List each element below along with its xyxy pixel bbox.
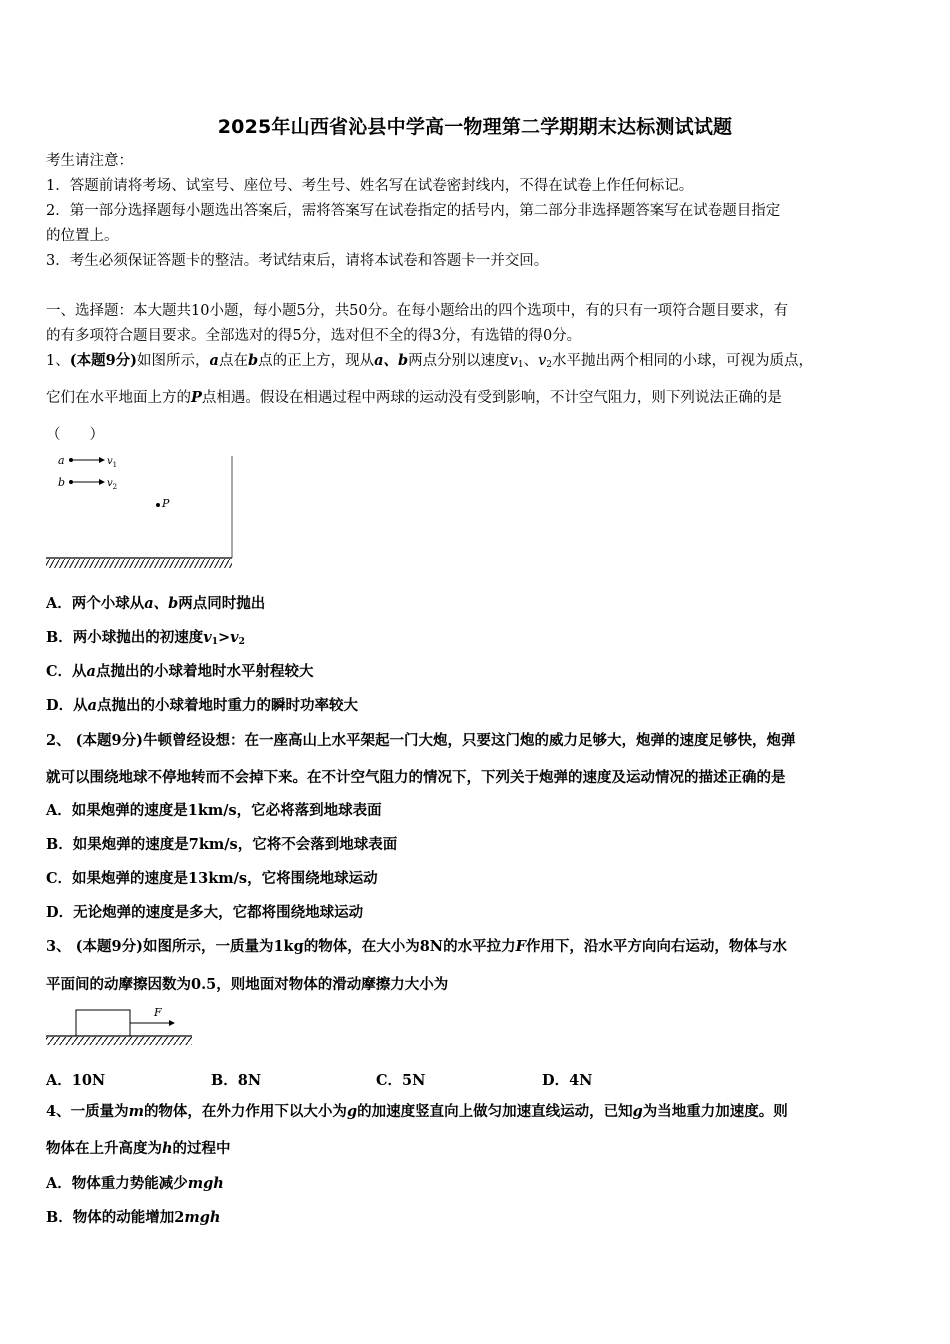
point-a-label: a <box>58 454 65 467</box>
page-title: 2025年山西省沁县中学高一物理第二学期期末达标测试试题 <box>217 116 733 138</box>
arrowhead <box>99 457 105 463</box>
q4-option-b: B．物体的动能增加2mgh <box>46 1209 221 1226</box>
q3-option-d: D．4N <box>542 1072 593 1089</box>
q3-option-b: B．8N <box>211 1072 262 1089</box>
q1-option-a: A．两个小球从a、b两点同时抛出 <box>46 595 266 612</box>
question-1-figure <box>44 452 236 574</box>
force-label: F <box>154 1006 162 1019</box>
q3-option-a: A．10N <box>46 1072 106 1089</box>
block <box>76 1010 130 1036</box>
point-b <box>69 480 73 484</box>
question-3-figure <box>44 1002 194 1048</box>
question-4-line-2: 物体在上升高度为h的过程中 <box>46 1140 231 1157</box>
ground-hatching <box>46 559 232 568</box>
question-1-bracket: （ ） <box>46 427 104 443</box>
notice-item: 3．考生必须保证答题卡的整洁。考试结束后，请将本试卷和答题卡一并交回。 <box>46 253 549 269</box>
point-a <box>69 458 73 462</box>
arrowhead <box>169 1020 175 1026</box>
q1-option-d: D．从a点抛出的小球着地时重力的瞬时功率较大 <box>46 697 358 714</box>
notice-item: 的位置上。 <box>46 228 119 244</box>
q2-option-a: A．如果炮弹的速度是1km/s，它必将落到地球表面 <box>46 802 382 819</box>
question-3-line-2: 平面间的动摩擦因数为0.5，则地面对物体的滑动摩擦力大小为 <box>46 976 449 993</box>
point-b-label: b <box>58 476 66 489</box>
svg-text:v2: $v_2$ <box>107 478 118 491</box>
q2-option-c: C．如果炮弹的速度是13km/s，它将围绕地球运动 <box>46 870 378 887</box>
ground-hatching <box>46 1037 192 1045</box>
notice-item: 2．第一部分选择题每小题选出答案后，需将答案写在试卷指定的括号内，第二部分非选择题答案写在试卷题目指定 <box>46 203 781 219</box>
question-1-line-1: 1、(本题9分)如图所示，a点在b点的正上方，现从a、b两点分别以速度$v_1$、$v_2$水平抛出两个相同的小球，可视为质点， <box>46 352 814 370</box>
question-1-line-2: 它们在水平地面上方的P点相遇。假设在相遇过程中两球的运动没有受到影响，不计空气阻力，则下列说法正确的是 <box>46 389 782 406</box>
q2-option-b: B．如果炮弹的速度是7km/s，它将不会落到地球表面 <box>46 836 398 853</box>
q1-option-b: B．两小球抛出的初速度$v_1>v_2$ <box>46 629 245 647</box>
point-p-label: P <box>162 497 170 510</box>
question-4-line-1: 4、一质量为m的物体，在外力作用下以大小为g的加速度竖直向上做匀加速直线运动，已知g为当地重力加速度。则 <box>46 1103 788 1120</box>
question-3-line-1: 3、 (本题9分)如图所示，一质量为1kg的物体，在大小为8N的水平拉力F作用下，沿水平方向向右运动，物体与水 <box>46 938 787 955</box>
q2-option-d: D．无论炮弹的速度是多大，它都将围绕地球运动 <box>46 904 364 921</box>
notice-heading: 考生请注意： <box>46 153 133 169</box>
question-2-line-1: 2、 (本题9分)牛顿曾经设想：在一座高山上水平架起一门大炮，只要这门炮的威力足够大，炮弹的速度足够快，炮弹 <box>46 732 796 749</box>
point-p <box>156 503 160 507</box>
q3-option-c: C．5N <box>376 1072 426 1089</box>
section-intro: 的有多项符合题目要求。全部选对的得5分，选对但不全的得3分，有选错的得0分。 <box>46 328 582 344</box>
q4-option-a: A．物体重力势能减少mgh <box>46 1175 224 1192</box>
question-2-line-2: 就可以围绕地球不停地转而不会掉下来。在不计空气阻力的情况下，下列关于炮弹的速度及运动情况的描述正确的是 <box>46 769 786 786</box>
q1-option-c: C．从a点抛出的小球着地时水平射程较大 <box>46 663 314 680</box>
arrowhead <box>99 479 105 485</box>
svg-text:v1: $v_1$ <box>107 456 118 469</box>
section-intro: 一、选择题：本大题共10小题，每小题5分，共50分。在每小题给出的四个选项中，有的只有一项符合题目要求，有 <box>46 303 789 319</box>
notice-item: 1．答题前请将考场、试室号、座位号、考生号、姓名写在试卷密封线内，不得在试卷上作任何标记。 <box>46 178 694 194</box>
